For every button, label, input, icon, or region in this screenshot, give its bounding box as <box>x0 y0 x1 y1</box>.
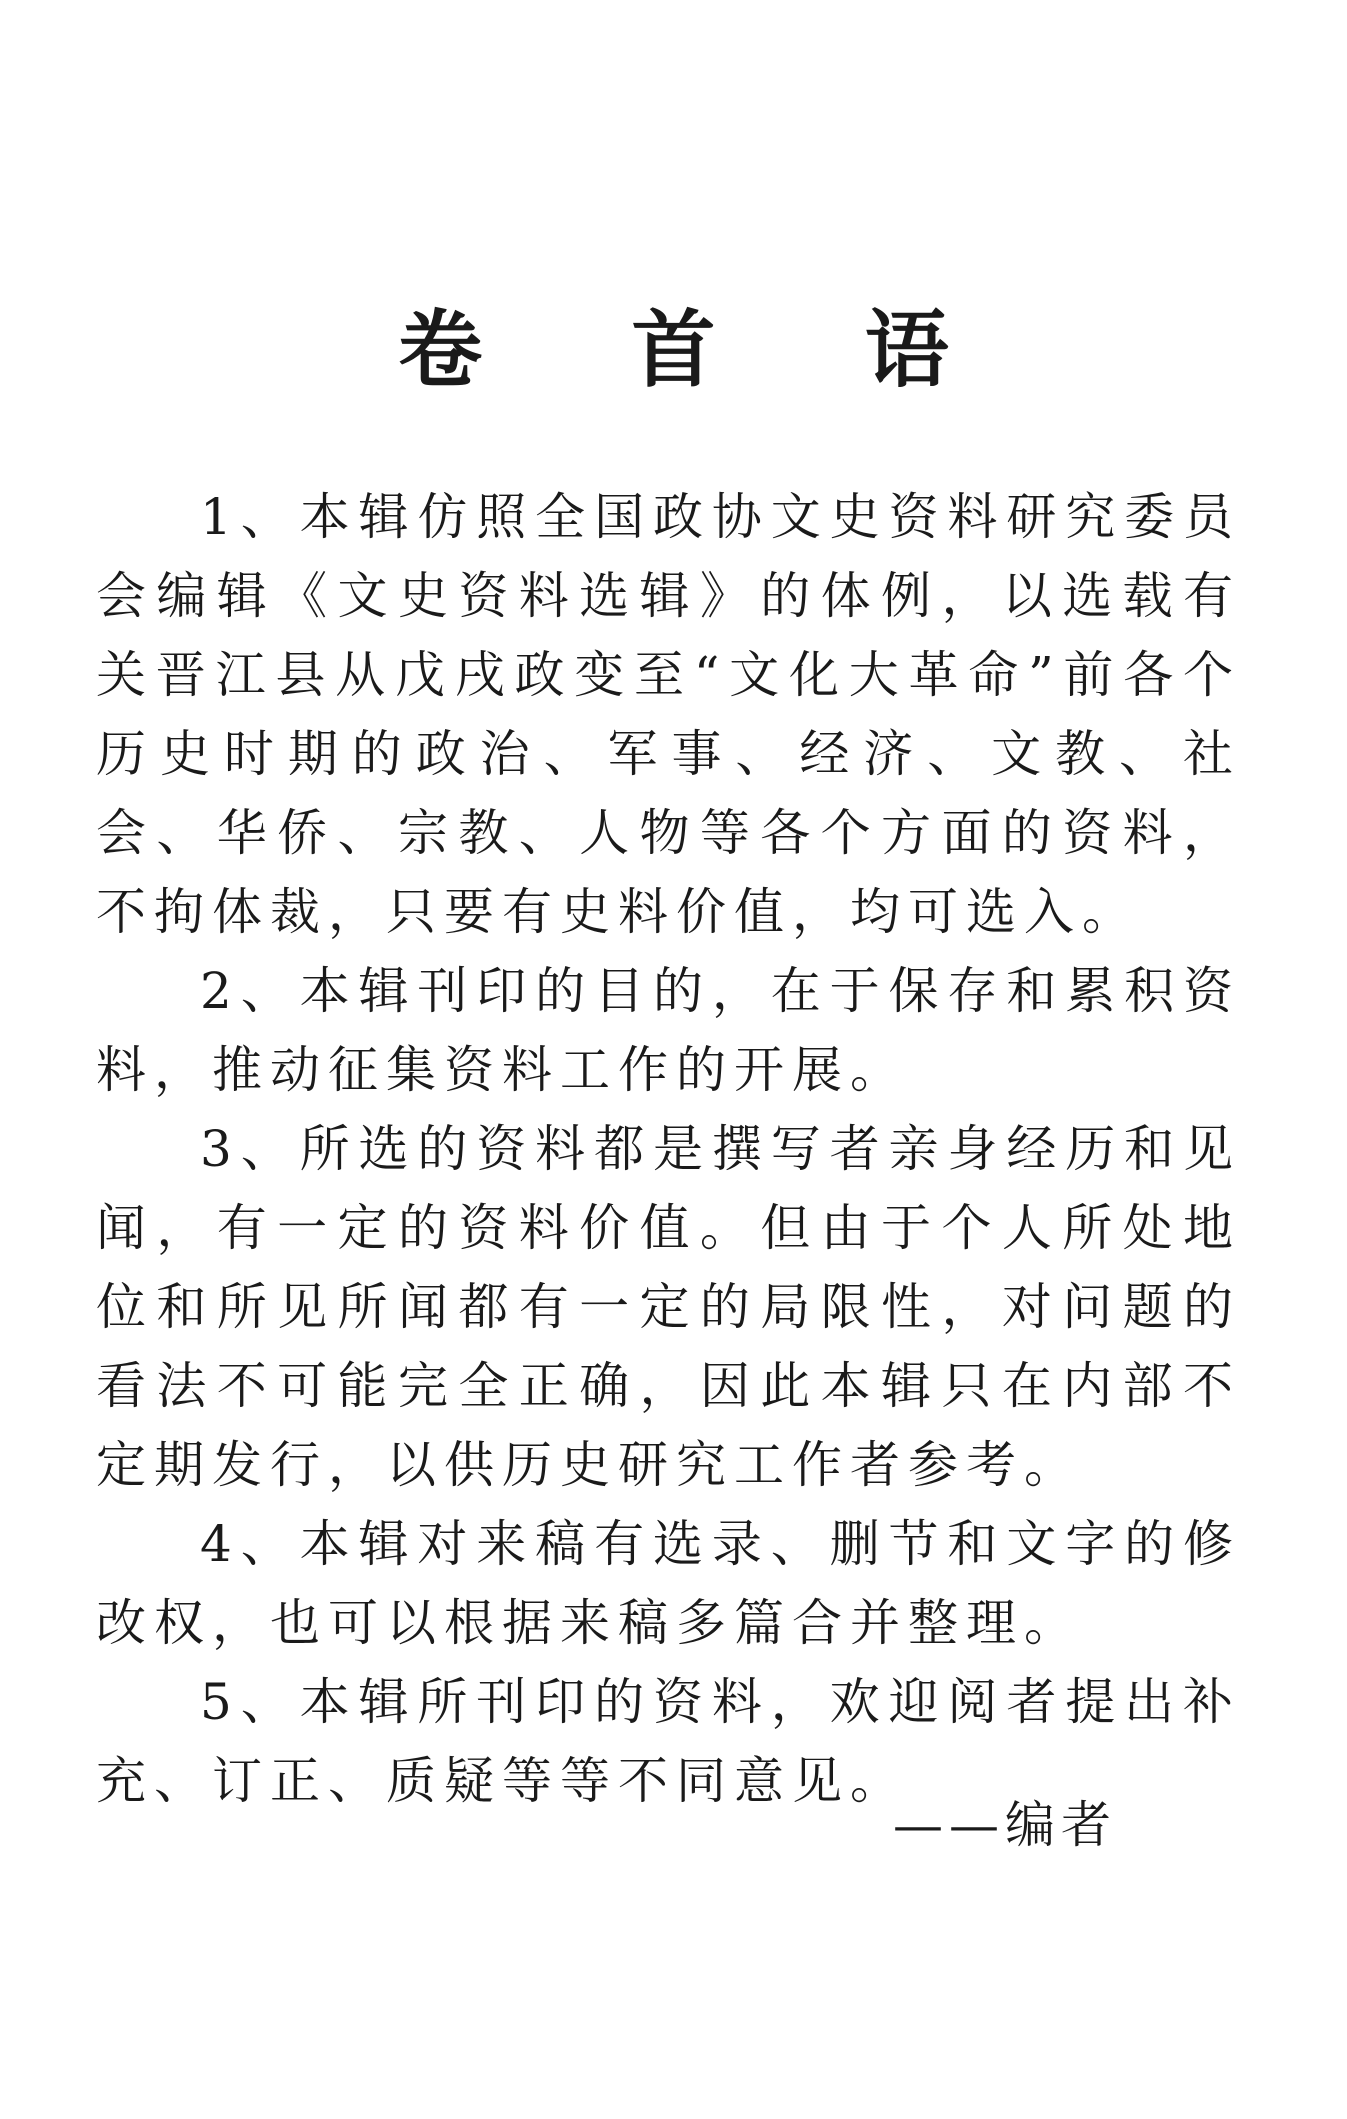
paragraph-2: 2、本辑刊印的目的，在于保存和累积资料，推动征集资料工作的开展。 <box>96 962 1241 1099</box>
page-title: 卷 首 语 <box>398 300 1009 399</box>
document-body <box>96 478 1241 1821</box>
paragraph-1: 1、本辑仿照全国政协文史资料研究委员会编辑《文史资料选辑》的体例，以选载有关晋江县从戊戌政变至“文化大革命”前各个历史时期的政治、军事、经济、文教、社会、华侨、宗教、人物等各个方面的资料，不拘体裁，只要有史料价值，均可选入。 <box>96 488 1241 941</box>
signature: ——编者 <box>893 1796 1117 1854</box>
paragraph-3: 3、所选的资料都是撰写者亲身经历和见闻，有一定的资料价值。但由于个人所处地位和所见所闻都有一定的局限性，对问题的看法不可能完全正确，因此本辑只在内部不定期发行，以供历史研究工作者参考。 <box>96 1120 1241 1494</box>
paragraph-5: 5、本辑所刊印的资料，欢迎阅者提出补充、订正、质疑等等不同意见。 <box>96 1673 1241 1810</box>
paragraph-4: 4、本辑对来稿有选录、删节和文字的修改权，也可以根据来稿多篇合并整理。 <box>96 1515 1241 1652</box>
